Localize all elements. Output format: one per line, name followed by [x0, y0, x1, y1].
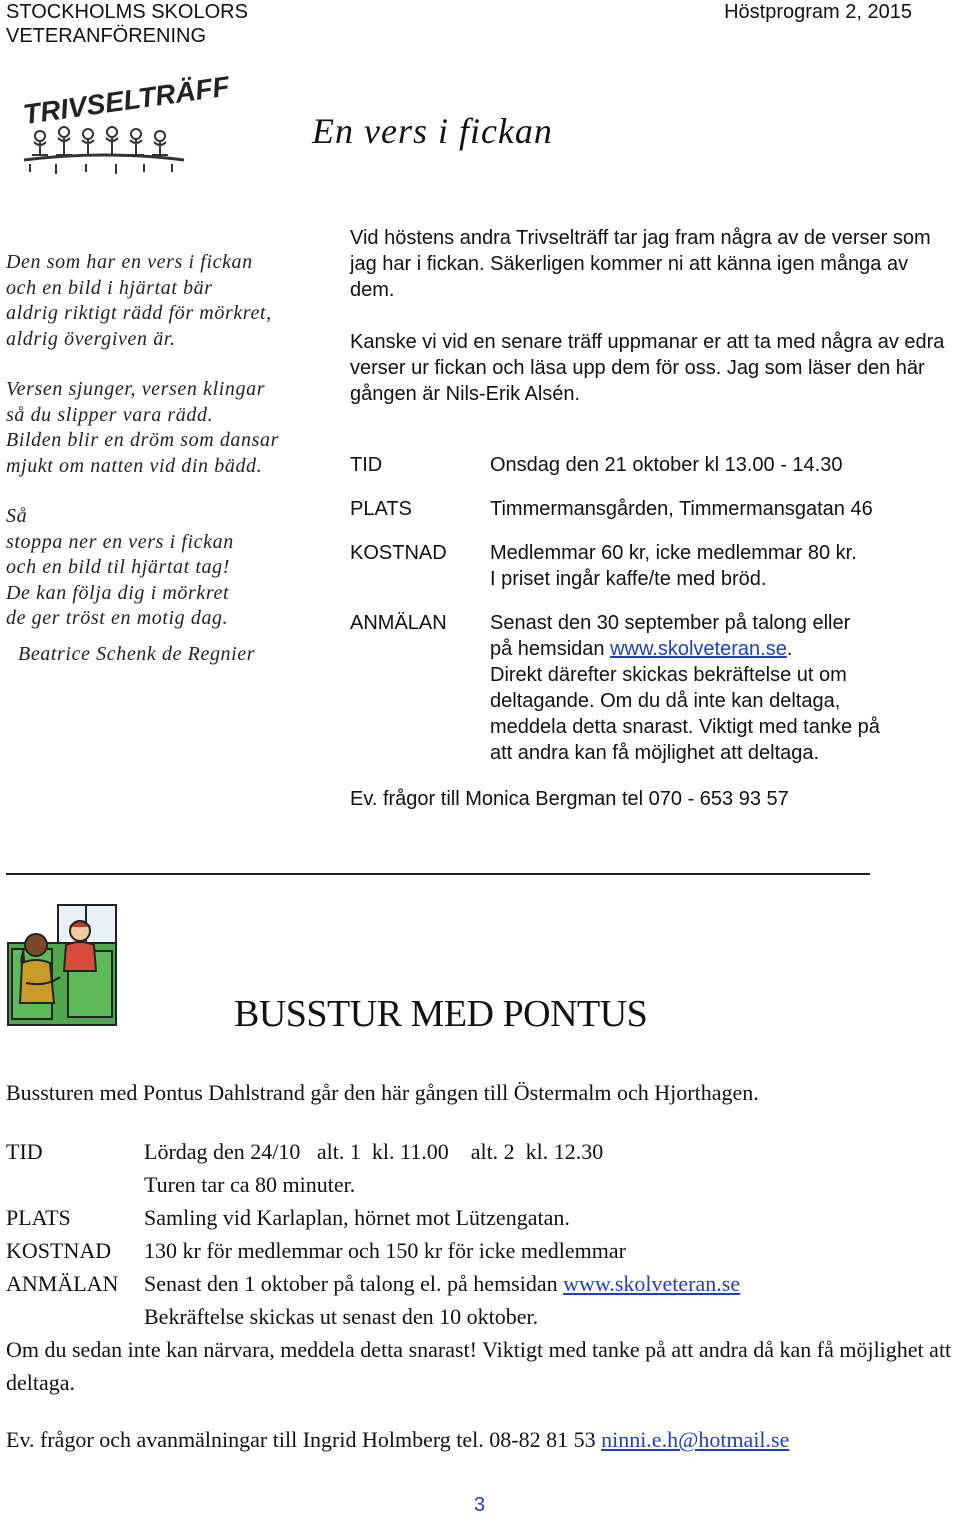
anmalan-rest: Direkt därefter skickas bekräftelse ut om deltagande. Om du då inte kan deltaga, meddela detta snarast. Viktigt med tanke på att andra kan få möjlighet att deltaga. [490, 664, 880, 764]
bus-row-anmalan [6, 1267, 960, 1333]
article-title: En vers i fickan [312, 111, 553, 151]
poem-stanza-2 [6, 377, 326, 479]
bus-tid-label: TID [6, 1139, 43, 1164]
bus-anmalan-line-1 [144, 1267, 960, 1300]
bus-tour-title: BUSSTUR MED PONTUS [234, 993, 648, 1035]
anmalan-line-1: Senast den 30 september på talong eller [490, 612, 851, 634]
bus-tid-value [144, 1135, 960, 1201]
bus-questions [6, 1423, 960, 1456]
bus-row-tid [6, 1135, 960, 1201]
info-row-tid [350, 452, 955, 478]
kostnad-value [490, 540, 955, 592]
poem-line: Så [6, 505, 28, 527]
bus-anmalan-value [144, 1267, 960, 1333]
bus-plats-value: Samling vid Karlaplan, hörnet mot Lützengatan. [144, 1205, 570, 1230]
org-name-line2: VETERANFÖRENING [6, 25, 207, 47]
bus-website-link[interactable]: www.skolveteran.se [563, 1271, 741, 1296]
logo-text: TRIVSELTRÄFF [21, 70, 232, 131]
anmalan-value [490, 610, 955, 766]
bus-row-kostnad [6, 1234, 960, 1267]
bus-plats-label: PLATS [6, 1205, 71, 1230]
bus-anmalan-line-2: Bekräftelse skickas ut senast den 10 oktober. [144, 1304, 539, 1329]
bus-tour-info [6, 1076, 960, 1456]
kostnad-line-2: I priset ingår kaffe/te med bröd. [490, 568, 767, 590]
questions-contact: Ev. frågor till Monica Bergman tel 070 - 653 93 57 [350, 788, 789, 810]
bus-tid-line-1: Lördag den 24/10 alt. 1 kl. 11.00 alt. 2 kl. 12.30 [144, 1139, 604, 1164]
org-name [6, 0, 248, 48]
email-link[interactable]: ninni.e.h@hotmail.se [601, 1427, 790, 1452]
kostnad-line-1: Medlemmar 60 kr, icke medlemmar 80 kr. [490, 542, 857, 564]
page-number: 3 [474, 1494, 486, 1516]
section-divider [6, 873, 870, 875]
bus-intro: Bussturen med Pontus Dahlstrand går den här gången till Östermalm och Hjorthagen. [6, 1080, 759, 1105]
bus-anmalan-prefix: Senast den 1 oktober på talong el. på hemsidan [144, 1271, 564, 1296]
poem-line: stoppa ner en vers i fickan [6, 530, 234, 553]
program-label: Höstprogram 2, 2015 [724, 1, 912, 23]
plats-value: Timmermansgården, Timmermansgatan 46 [490, 498, 873, 520]
poem-line: Versen sjunger, versen klingar [6, 378, 266, 400]
info-row-kostnad [350, 540, 955, 592]
trivseltraff-logo [16, 70, 232, 200]
info-row-anmalan [350, 610, 955, 766]
bus-questions-text: Ev. frågor och avanmälningar till Ingrid Holmberg tel. 08-82 81 53 [6, 1427, 602, 1452]
poem-line: De kan följa dig i mörkret [6, 581, 230, 604]
poem-line: och en bild i hjärtat bär [6, 276, 213, 299]
bus-row-plats [6, 1201, 960, 1234]
poem-line: mjukt om natten vid din bädd. [6, 454, 263, 477]
bus-kostnad-label: KOSTNAD [6, 1238, 112, 1263]
spacer [6, 1109, 960, 1135]
org-name-line1: STOCKHOLMS SKOLORS [6, 1, 248, 23]
spacer [6, 1399, 960, 1423]
poem-stanza-1 [6, 250, 326, 352]
poem-line: aldrig övergiven är. [6, 327, 176, 350]
bus-anmalan-label: ANMÄLAN [6, 1271, 119, 1296]
tid-value: Onsdag den 21 oktober kl 13.00 - 14.30 [490, 454, 843, 476]
info-row-plats [350, 496, 955, 522]
event-info [350, 452, 955, 812]
bus-note: Om du sedan inte kan närvara, meddela detta snarast! Viktigt med tanke på att andra då kan få möjlighet att deltaga. [6, 1337, 952, 1395]
kostnad-label: KOSTNAD [350, 542, 447, 564]
poem [6, 250, 326, 667]
bus-kostnad-value: 130 kr för medlemmar och 150 kr för icke medlemmar [144, 1238, 627, 1263]
anmalan-line-2 [490, 636, 895, 662]
anmalan-prefix: på hemsidan [490, 638, 611, 660]
poem-line: de ger tröst en motig dag. [6, 607, 229, 629]
article-intro [350, 225, 950, 433]
bus-illustration [6, 903, 118, 1027]
poem-line: Bilden blir en dröm som dansar [6, 429, 279, 451]
poem-author: Beatrice Schenk de Regnier [18, 642, 256, 665]
poem-line: Den som har en vers i fickan [6, 251, 253, 273]
tid-label: TID [350, 454, 383, 476]
poem-stanza-3 [6, 504, 326, 632]
poem-line: aldrig riktigt rädd för mörkret, [6, 302, 272, 324]
intro-paragraph-2: Kanske vi vid en senare träff uppmanar er att ta med några av edra verser ur fickan och läsa upp dem för oss. Jag som läser den här gången är Nils-Erik Alsén. [350, 331, 945, 405]
plats-label: PLATS [350, 498, 412, 520]
poem-line: och en bild til hjärtat tag! [6, 556, 231, 578]
intro-paragraph-1: Vid höstens andra Trivselträff tar jag fram några av de verser som jag har i fickan. Säkerligen kommer ni att känna igen många av dem. [350, 227, 931, 301]
anmalan-label: ANMÄLAN [350, 612, 447, 634]
anmalan-suffix: . [786, 638, 793, 660]
bus-tid-line-2: Turen tar ca 80 minuter. [144, 1172, 356, 1197]
website-link[interactable]: www.skolveteran.se [610, 638, 787, 660]
poem-line: så du slipper vara rädd. [6, 403, 214, 426]
